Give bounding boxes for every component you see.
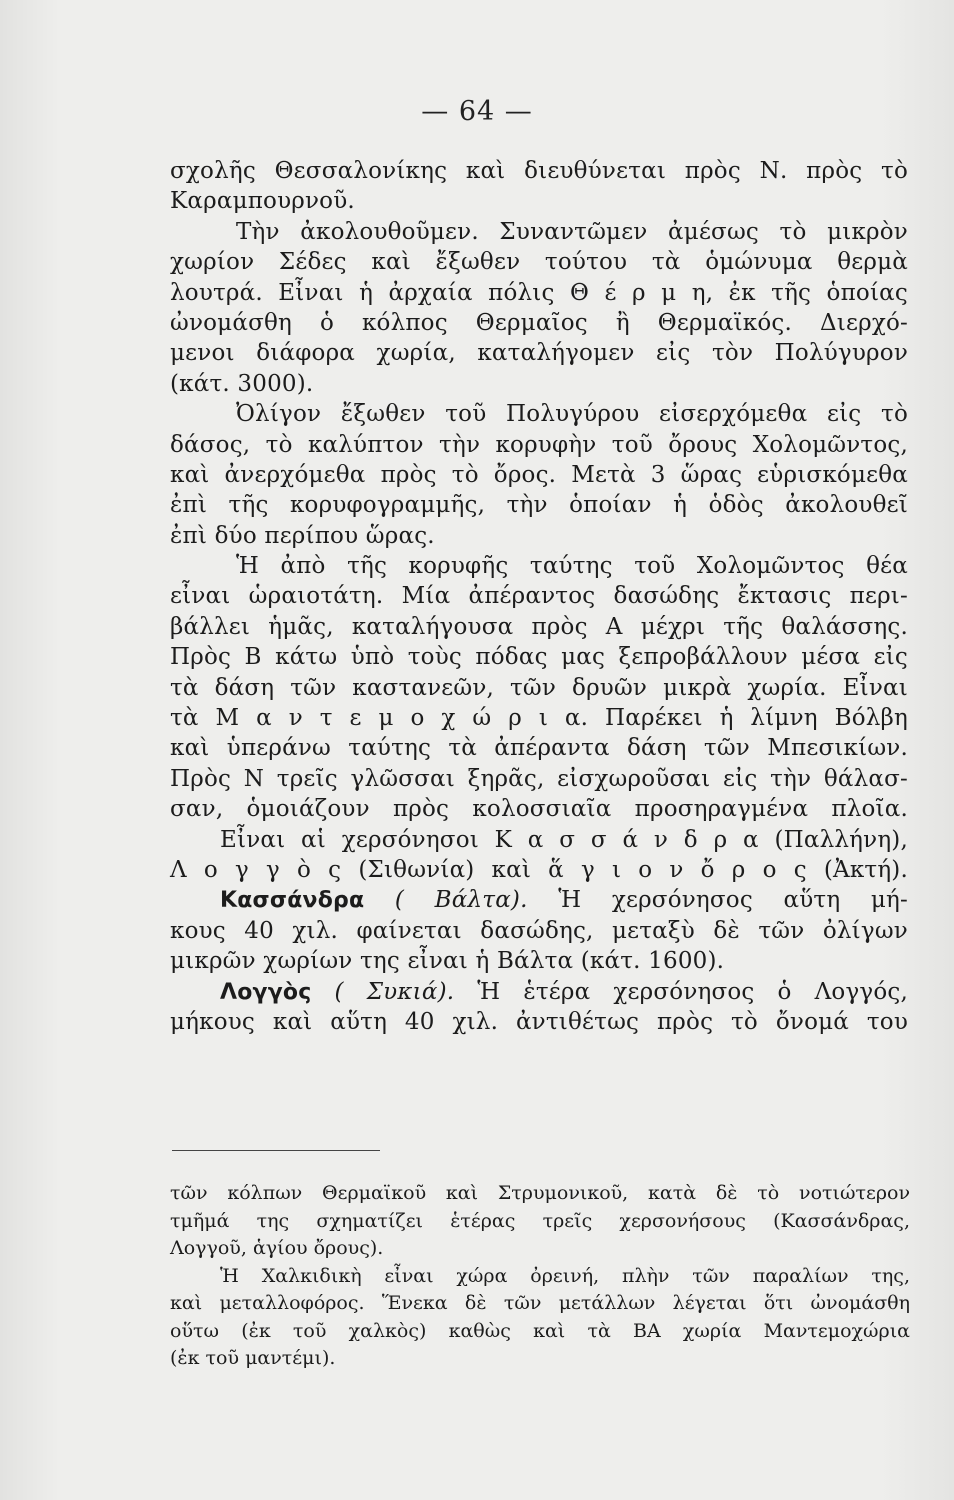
- text-line: χωρίον Σέδες καὶ ἔξωθεν τούτου τὰ ὁμώνυμα θερμὰ: [170, 249, 908, 276]
- section-alt-name: ( Βάλτα).: [394, 887, 528, 914]
- text-line: Ἡ ἀπὸ τῆς κορυφῆς ταύτης τοῦ Χολομῶντος θέα: [236, 553, 908, 580]
- main-text: [170, 156, 908, 1037]
- text-line: (κάτ. 3000).: [170, 370, 314, 397]
- footnote-line: τμῆμά της σχηματίζει ἑτέρας τρεῖς χερσονήσους (Κασσάνδρας,: [170, 1209, 910, 1232]
- text-line: σαν, ὁμοιάζουν πρὸς κολοσσιαῖα προσηραγμένα πλοῖα.: [170, 796, 908, 823]
- footnote-line: (ἐκ τοῦ μαντέμι).: [170, 1347, 336, 1369]
- text-line: Εἶναι αἱ χερσόνησοι Κ α σ σ ά ν δ ρ α (Παλλήνη),: [220, 826, 908, 853]
- text-line: μήκους καὶ αὕτη 40 χιλ. ἀντιθέτως πρὸς τὸ ὄνομά του: [170, 1008, 908, 1035]
- text-line: δάσος, τὸ καλύπτον τὴν κορυφὴν τοῦ ὄρους Χολομῶντος,: [170, 431, 908, 458]
- text-line: λουτρά. Εἶναι ἡ ἀρχαία πόλις Θ έ ρ μ η, ἐκ τῆς ὁποίας: [170, 279, 908, 306]
- section-kassandra-line: [170, 885, 908, 915]
- text-line: μικρῶν χωρίων της εἶναι ἡ Βάλτα (κάτ. 1600).: [170, 948, 725, 975]
- text-line: Πρὸς Β κάτω ὑπὸ τοὺς πόδας μας ξεπροβάλλουν μέσα εἰς: [170, 644, 908, 671]
- text-line: Ὀλίγον ἔξωθεν τοῦ Πολυγύρου εἰσερχόμεθα εἰς τὸ: [236, 401, 908, 428]
- text-line: μενοι διάφορα χωρία, καταλήγομεν εἰς τὸν Πολύγυρον: [170, 340, 908, 367]
- text-line: Τὴν ἀκολουθοῦμεν. Συναντῶμεν ἀμέσως τὸ μικρὸν: [236, 218, 908, 245]
- text-line: ἐπὶ δύο περίπου ὥρας.: [170, 522, 435, 549]
- text-span: Ἡ ἑτέρα χερσόνησος ὁ Λογγός,: [477, 978, 908, 1005]
- text-line: κους 40 χιλ. φαίνεται δασώδης, μεταξὺ δὲ τῶν ὀλίγων: [170, 917, 908, 944]
- section-heading-kassandra: Κασσάνδρα: [220, 888, 365, 914]
- footnotes: [170, 1180, 910, 1373]
- text-line: σχολῆς Θεσσαλονίκης καὶ διευθύνεται πρὸς Ν. πρὸς τὸ: [170, 158, 908, 184]
- text-line: τὰ δάση τῶν καστανεῶν, τῶν δρυῶν μικρὰ χωρία. Εἶναι: [170, 674, 908, 701]
- text-line: Πρὸς Ν τρεῖς γλῶσσαι ξηρᾶς, εἰσχωροῦσαι εἰς τὴν θάλασ-: [170, 765, 908, 792]
- footnote-line: Λογγοῦ, ἁγίου ὄρους).: [170, 1237, 384, 1259]
- text-line: Λ ο γ γ ὸ ς (Σιθωνία) καὶ ἅ γ ι ο ν ὄ ρ ο ς (Ἀκτή).: [170, 856, 908, 883]
- text-line: καὶ ἀνερχόμεθα πρὸς τὸ ὄρος. Μετὰ 3 ὥρας εὑρισκόμεθα: [170, 461, 908, 488]
- section-longos-line: [170, 977, 908, 1007]
- text-line: ἐπὶ τῆς κορυφογραμμῆς, τὴν ὁποίαν ἡ ὁδὸς ἀκολουθεῖ: [170, 492, 908, 519]
- text-line: βάλλει ἡμᾶς, καταλήγουσα πρὸς Α μέχρι τῆς θαλάσσης.: [170, 613, 908, 640]
- footnote-line: τῶν κόλπων Θερμαϊκοῦ καὶ Στρυμονικοῦ, κατὰ δὲ τὸ νοτιώτερον: [170, 1182, 910, 1204]
- page-number: — 64 —: [421, 96, 533, 127]
- text-line: ὠνομάσθη ὁ κόλπος Θερμαῖος ἢ Θερμαϊκός. Διερχό-: [170, 309, 908, 336]
- text-line: εἶναι ὡραιοτάτη. Μία ἀπέραντος δασώδης ἔκτασις περι-: [170, 583, 908, 610]
- text-span: Ἡ χερσόνησος αὕτη μή-: [558, 887, 909, 914]
- section-heading-longos: Λογγὸς: [220, 979, 312, 1005]
- footnote-divider: [172, 1150, 380, 1151]
- text-line: καὶ ὑπεράνω ταύτης τὰ ἀπέραντα δάση τῶν Μπεσικίων.: [170, 735, 908, 762]
- text-line: τὰ Μ α ν τ ε μ ο χ ώ ρ ι α. Παρέκει ἡ λίμνη Βόλβη: [170, 705, 908, 732]
- section-alt-name: ( Συκιά).: [334, 978, 455, 1005]
- footnote-line: Ἡ Χαλκιδικὴ εἶναι χώρα ὀρεινή, πλὴν τῶν παραλίων της,: [220, 1264, 910, 1287]
- text-line: Καραμπουρνοῦ.: [170, 188, 355, 215]
- footnote-line: οὕτω (ἐκ τοῦ χαλκὸς) καθὼς καὶ τὰ ΒΑ χωρία Μαντεμοχώρια: [170, 1319, 910, 1342]
- footnote-line: καὶ μεταλλοφόρος. Ἕνεκα δὲ τῶν μετάλλων λέγεται ὅτι ὠνομάσθη: [170, 1292, 910, 1314]
